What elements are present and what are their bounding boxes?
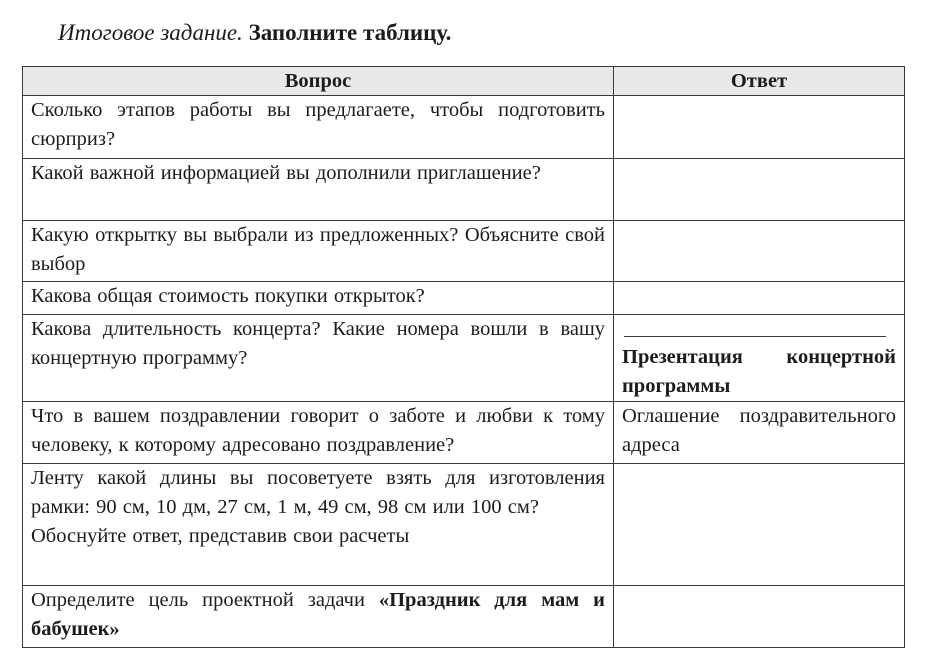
table-row [23, 282, 905, 315]
task-heading [58, 18, 451, 48]
answer-table [22, 66, 905, 648]
answer-cell[interactable] [614, 159, 905, 221]
table-header-row [23, 67, 905, 96]
answer-cell[interactable] [614, 282, 905, 315]
table-row [23, 586, 905, 648]
question-cell: Какую открытку вы выбрали из предложенных? Объясните свой выбор [23, 221, 614, 282]
table-row [23, 464, 905, 586]
question-cell [23, 586, 614, 648]
question-cell [23, 464, 614, 586]
table-row [23, 402, 905, 464]
question-text: Ленту какой длины вы посоветуете взять для изготовления рамки: 90 см, 10 дм, 27 см, 1 м, 49 см, 98 см или 100 см? [31, 467, 605, 518]
column-header-question: Вопрос [23, 67, 614, 96]
table-row [23, 221, 905, 282]
question-extra-text: Обоснуйте ответ, представив свои расчеты [31, 525, 410, 547]
table-row [23, 315, 905, 402]
question-cell: Какой важной информацией вы дополнили приглашение? [23, 159, 614, 221]
answer-cell[interactable] [614, 221, 905, 282]
project-title: «Праздник для мам и бабушек» [31, 589, 605, 640]
answer-hint: Презентация концертной программы [622, 346, 896, 397]
answer-cell[interactable] [614, 315, 905, 402]
question-text: Определите цель проектной задачи [31, 589, 379, 611]
answer-cell[interactable]: Оглашение поздравительного адреса [614, 402, 905, 464]
answer-cell[interactable] [614, 586, 905, 648]
task-heading-label: Итоговое задание. [58, 20, 243, 45]
table-row [23, 159, 905, 221]
task-heading-instruction: Заполните таблицу. [248, 20, 452, 45]
question-cell: Сколько этапов работы вы предлагаете, чтобы подготовить сюрприз? [23, 96, 614, 159]
answer-cell[interactable] [614, 464, 905, 586]
question-cell: Какова общая стоимость покупки открыток? [23, 282, 614, 315]
answer-cell[interactable] [614, 96, 905, 159]
table-row [23, 96, 905, 159]
column-header-answer: Ответ [614, 67, 905, 96]
question-cell: Что в вашем поздравлении говорит о заботе и любви к тому человеку, к которому адресовано поздравление? [23, 402, 614, 464]
question-cell: Какова длительность концерта? Какие номера вошли в вашу концертную программу? [23, 315, 614, 402]
answer-blank-line [624, 315, 886, 337]
